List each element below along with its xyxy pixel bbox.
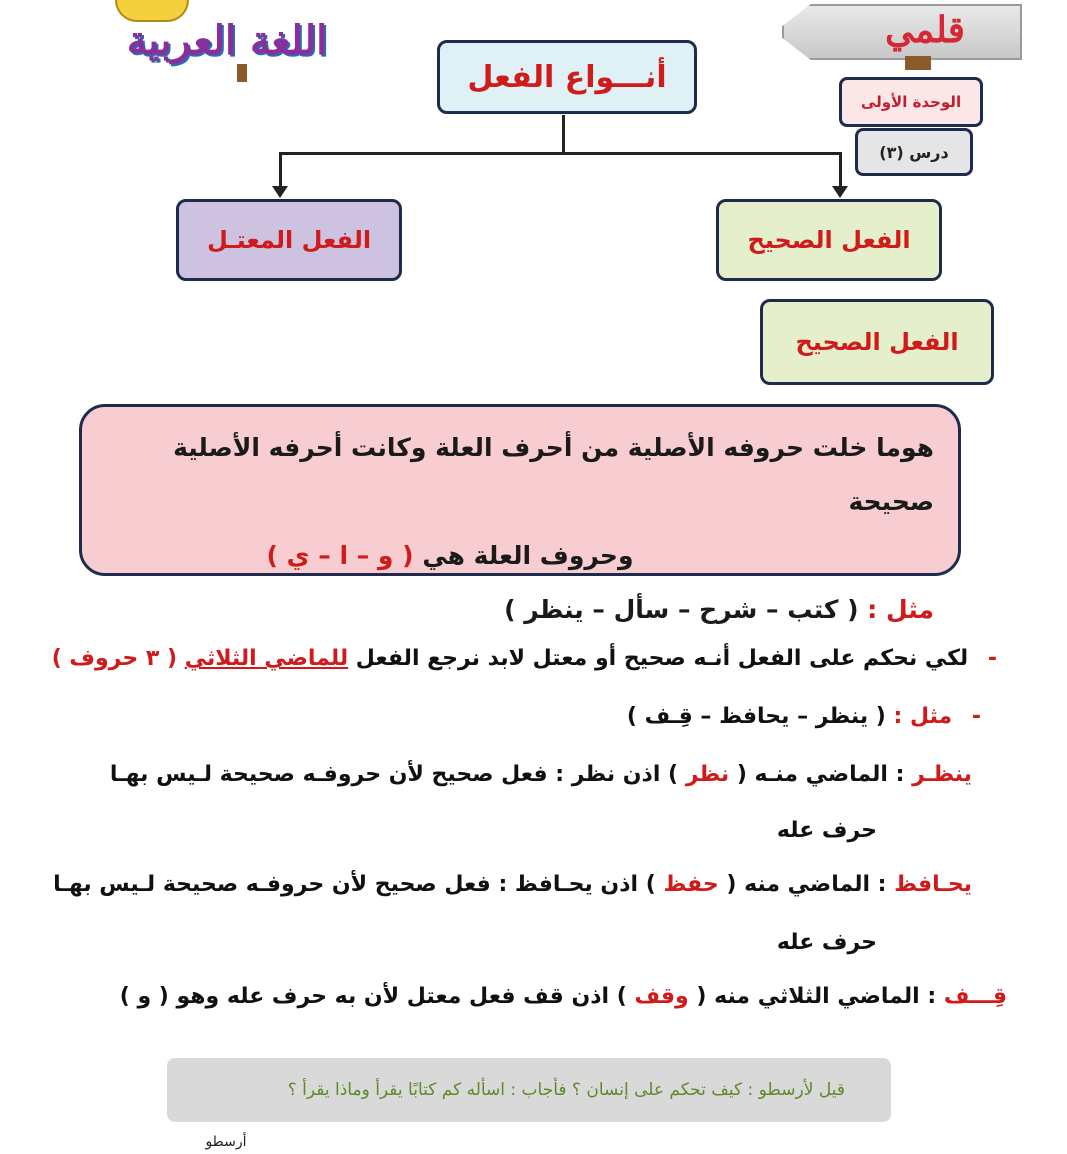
node-weak-verb: الفعل المعتـل xyxy=(176,199,402,281)
rule-line xyxy=(52,646,997,671)
quote-author: أرسطو xyxy=(205,1134,247,1150)
connector-right-down xyxy=(839,152,842,190)
example-2-text-a: : الماضي منه ( xyxy=(726,872,887,897)
example-1-text-a: : الماضي منـه ( xyxy=(736,762,905,787)
bullet-dash: - xyxy=(971,704,981,729)
example-2-text-b: ) اذن يحـافظ : فعل صحيح لأن حروفـه صحيحة لـيس بهـا xyxy=(53,872,656,897)
sign-post xyxy=(237,64,247,82)
definition-box xyxy=(79,404,961,624)
example-3-past: وقف xyxy=(634,984,689,1009)
example-line-list: ( ينظر – يحافظ – قِـف ) xyxy=(626,704,886,729)
weak-letters-value: ( و – ا – ي ) xyxy=(266,541,414,570)
section-heading-sound-verb: الفعل الصحيح xyxy=(760,299,994,385)
example-2 xyxy=(53,872,972,897)
rule-underlined-term: للماضي الثلاثي xyxy=(184,646,349,671)
arrow-down-icon xyxy=(272,186,288,198)
logo-arabic-language xyxy=(62,6,392,76)
node-sound-verb: الفعل الصحيح xyxy=(716,199,942,281)
rule-text: لكي نحكم على الفعل أنـه صحيح أو معتل لابد نرجع الفعل xyxy=(355,646,969,671)
connector-left-down xyxy=(279,152,282,190)
example-2-past: حفظ xyxy=(663,872,719,897)
example-3-text-a: : الماضي الثلاثي منه ( xyxy=(696,984,937,1009)
logo-text: اللغة العربية xyxy=(126,17,328,64)
definition-line-1: هوما خلت حروفه الأصلية من أحرف العلة وكانت أحرفه الأصلية صحيحة xyxy=(173,433,934,516)
example-1-verb: ينظـر xyxy=(912,762,972,787)
definition-line-3 xyxy=(106,583,934,637)
example-values: ( كتب – شرح – سأل – ينظر ) xyxy=(504,595,859,624)
brand-logo: قلمي xyxy=(885,9,965,51)
example-label: مثل : xyxy=(867,595,934,624)
brand-sign-post xyxy=(905,56,931,70)
arrow-down-icon xyxy=(832,186,848,198)
example-1-text-b: ) اذن نظر : فعل صحيح لأن حروفـه صحيحة لـيس بهـا xyxy=(109,762,679,787)
example-3-text-b: ) اذن قف فعل معتل لأن به حرف عله وهو ( و ) xyxy=(119,984,627,1009)
connector-horizontal xyxy=(279,152,842,155)
definition-line-2 xyxy=(106,529,934,583)
example-line xyxy=(627,704,981,729)
example-line-label: مثل : xyxy=(893,704,953,729)
connector-vertical-top xyxy=(562,115,565,153)
example-1-past: نظر xyxy=(685,762,730,787)
quote-box xyxy=(167,1058,891,1122)
bullet-dash: - xyxy=(987,646,997,671)
example-2-continuation: حرف عله xyxy=(776,930,877,955)
diagram-title-box: أنـــواع الفعل xyxy=(437,40,697,114)
example-2-verb: يحـافظ xyxy=(894,872,972,897)
unit-badge: الوحدة الأولى xyxy=(839,77,983,127)
lesson-badge: درس (٣) xyxy=(855,128,973,176)
example-3-verb: قِـــف xyxy=(943,984,1007,1009)
weak-letters-label: وحروف العلة هي xyxy=(422,541,634,570)
example-1 xyxy=(110,762,972,787)
rule-letter-count: ( ٣ حروف ) xyxy=(51,646,178,671)
example-1-continuation: حرف عله xyxy=(776,818,877,843)
example-3 xyxy=(120,984,1007,1009)
quote-text: قيل لأرسطو : كيف تحكم على إنسان ؟ فأجاب : اسأله كم كتابًا يقرأ وماذا يقرأ ؟ xyxy=(287,1080,845,1100)
